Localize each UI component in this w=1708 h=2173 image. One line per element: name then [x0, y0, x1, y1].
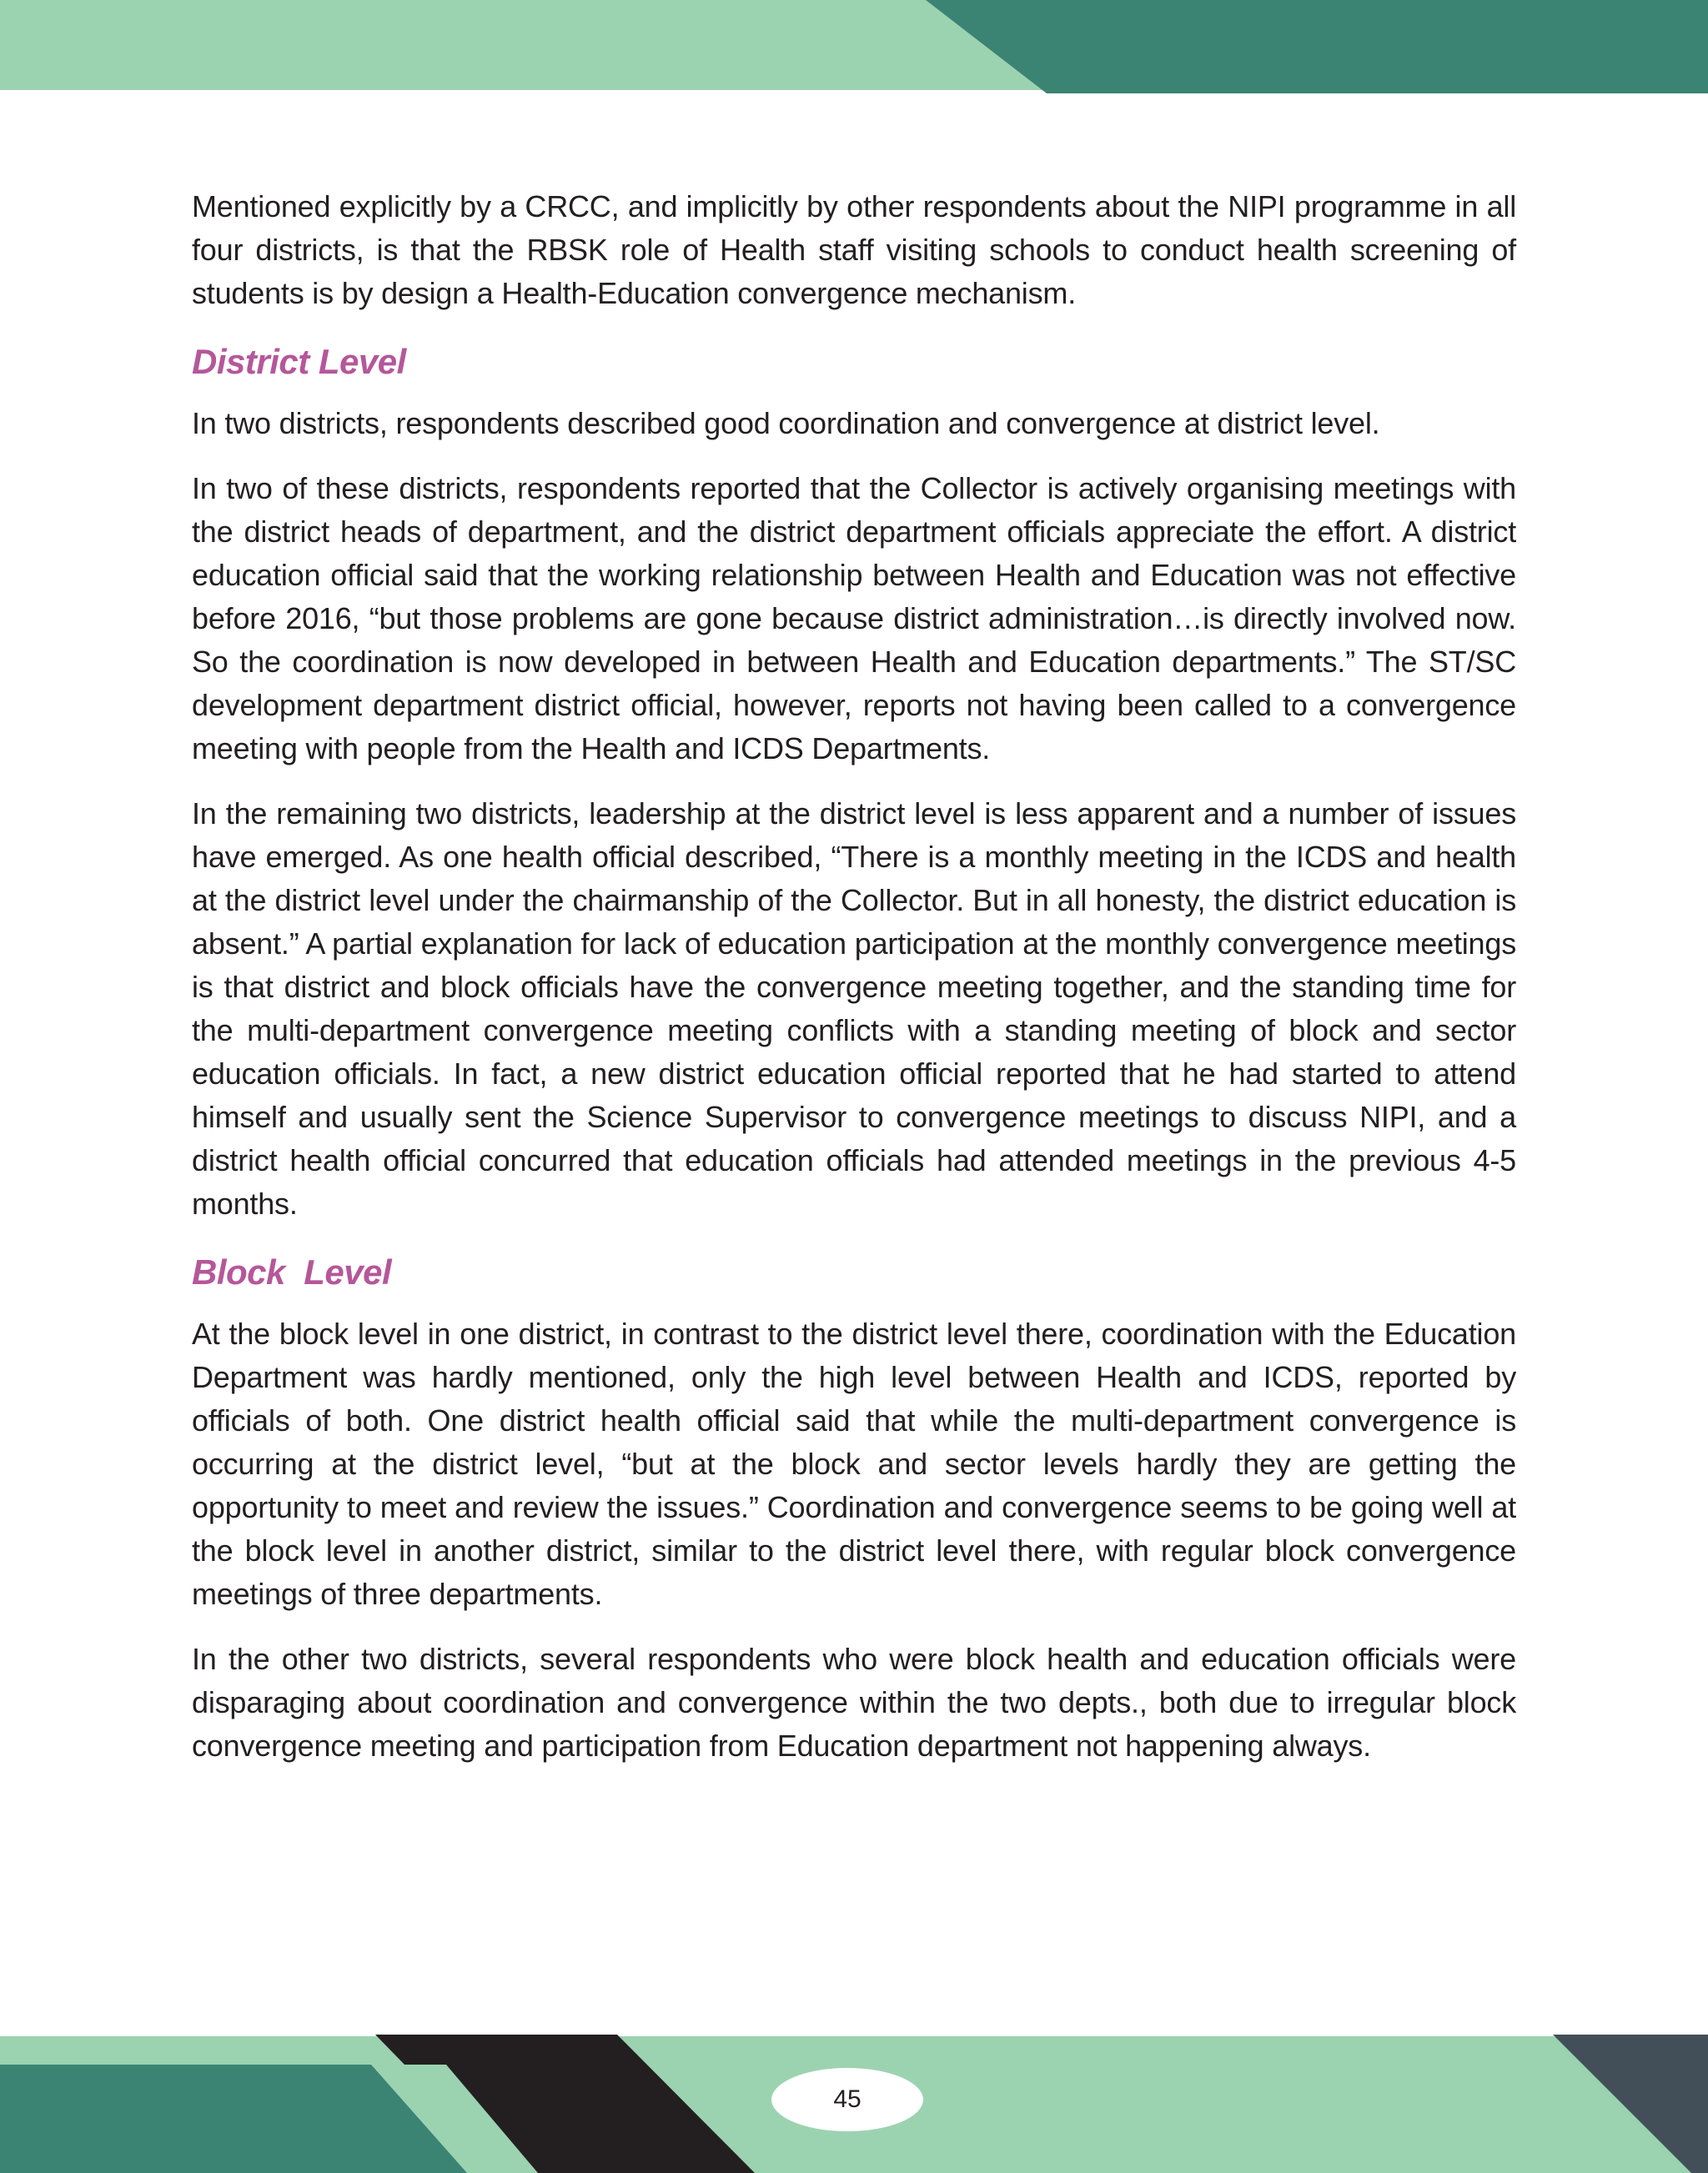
- block-level-heading: Block Level: [192, 1252, 392, 1292]
- top-band-dark-teal: [926, 0, 1708, 93]
- block-paragraph-2: In the other two districts, several respondents who were block health and education officials were disparaging about coordination and convergence within the two depts., both due to irregular block convergence meeting and participation from Education department not happening always.: [192, 1642, 1516, 1763]
- district-paragraph-2: In two of these districts, respondents reported that the Collector is actively organising meetings with the district heads of department, and the district department officials appreciate the effort. A district education official said that the working relationship between Health and Education was not effective before 2016, “but those problems are gone because district administration…is directly involved now. So the coordination is now developed in between Health and Education departments.” The ST/SC development department district official, however, reports not having been called to a convergence meeting with people from the Health and ICDS Departments.: [192, 471, 1516, 765]
- district-paragraph-1: In two districts, respondents described good coordination and convergence at district level.: [192, 406, 1380, 440]
- district-paragraph-3: In the remaining two districts, leadership at the district level is less apparent and a number of issues have emerged. As one health official described, “There is a monthly meeting in the ICDS and health at the district level under the chairmanship of the Collector. But in all honesty, the district education is absent.” A partial explanation for lack of education participation at the monthly convergence meetings is that district and block officials have the convergence meeting together, and the standing time for the multi-department convergence meeting conflicts with a standing meeting of block and sector education officials. In fact, a new district education official reported that he had started to attend himself and usually sent the Science Supervisor to convergence meetings to discuss NIPI, and a district health official concurred that education officials had attended meetings in the previous 4-5 months.: [192, 796, 1516, 1221]
- intro-paragraph: Mentioned explicitly by a CRCC, and implicitly by other respondents about the NIPI programme in all four districts, is that the RBSK role of Health staff visiting schools to conduct health screening of students is by design a Health-Education convergence mechanism.: [192, 189, 1516, 310]
- page-content: [192, 185, 1516, 1789]
- top-decorative-band: [0, 0, 1708, 93]
- block-paragraph-1: At the block level in one district, in contrast to the district level there, coordination with the Education Department was hardly mentioned, only the high level between Health and ICDS, reported by officials of both. One district health official said that while the multi-department convergence is occurring at the district level, “but at the block and sector levels hardly they are getting the opportunity to meet and review the issues.” Coordination and convergence seems to be going well at the block level in another district, similar to the district level there, with regular block convergence meetings of three departments.: [192, 1317, 1516, 1611]
- district-level-heading: District Level: [192, 342, 406, 381]
- page-number: 45: [771, 2068, 923, 2131]
